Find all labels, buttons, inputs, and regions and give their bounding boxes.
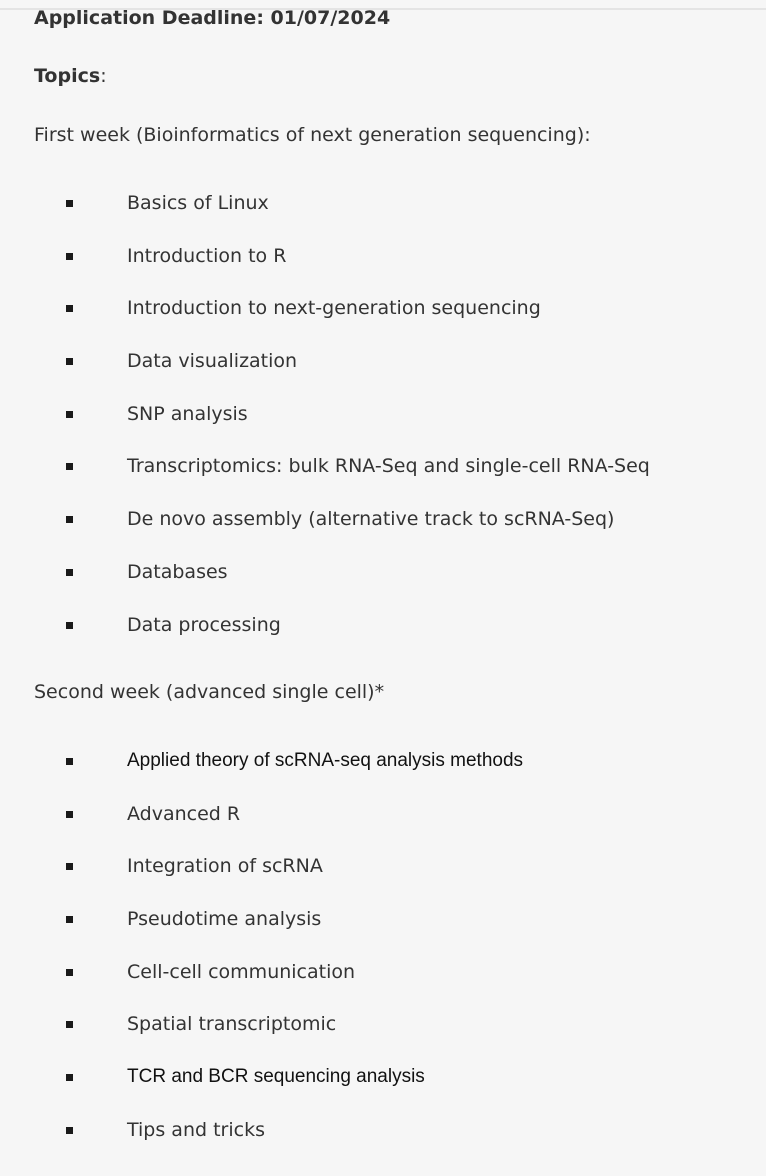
list-item-label: Spatial transcriptomic: [127, 1013, 337, 1036]
list-item: [34, 854, 754, 907]
list-item: [34, 749, 754, 802]
square-bullet-icon: [66, 358, 73, 365]
week-1-title: First week (Bioinformatics of next generation sequencing):: [34, 124, 591, 146]
list-item-label: Data processing: [127, 613, 281, 636]
list-item-label: Integration of scRNA: [127, 855, 323, 878]
list-item: [34, 1012, 754, 1065]
list-item-label: Tips and tricks: [127, 1118, 265, 1141]
list-item: [34, 507, 754, 560]
list-item-label: Cell-cell communication: [127, 960, 356, 983]
list-item-label: De novo assembly (alternative track to scRNA-Seq): [127, 508, 615, 531]
application-deadline: Application Deadline: 01/07/2024: [34, 7, 391, 29]
topics-label: Topics: [34, 65, 101, 87]
list-item: [34, 1065, 754, 1118]
list-item-label: TCR and BCR sequencing analysis: [127, 1066, 425, 1088]
list-item: [34, 191, 754, 244]
square-bullet-icon: [66, 1127, 73, 1134]
week-2-title: Second week (advanced single cell)*: [34, 681, 385, 703]
list-item: [34, 802, 754, 855]
week-2-topic-list: [34, 749, 754, 1171]
square-bullet-icon: [66, 863, 73, 870]
square-bullet-icon: [66, 811, 73, 818]
list-item: [34, 244, 754, 297]
list-item-label: Databases: [127, 560, 228, 583]
list-item-label: Basics of Linux: [127, 192, 269, 214]
topics-heading: [34, 65, 107, 87]
list-item-label: Advanced R: [127, 802, 241, 825]
square-bullet-icon: [66, 305, 73, 312]
list-item: [34, 1118, 754, 1171]
square-bullet-icon: [66, 1021, 73, 1028]
list-item-label: Introduction to next-generation sequencing: [127, 297, 541, 320]
list-item: [34, 907, 754, 960]
list-item-label: Applied theory of scRNA-seq analysis methods: [127, 750, 524, 771]
week-1-topic-list: [34, 191, 754, 665]
list-item-label: Introduction to R: [127, 244, 287, 267]
list-item: [34, 454, 754, 507]
square-bullet-icon: [66, 969, 73, 976]
list-item: [34, 960, 754, 1013]
list-item: [34, 560, 754, 613]
list-item-label: Transcriptomics: bulk RNA-Seq and single-cell RNA-Seq: [127, 455, 650, 478]
square-bullet-icon: [66, 622, 73, 629]
list-item: [34, 349, 754, 402]
list-item: [34, 296, 754, 349]
square-bullet-icon: [66, 253, 73, 260]
square-bullet-icon: [66, 916, 73, 923]
square-bullet-icon: [66, 758, 73, 765]
square-bullet-icon: [66, 569, 73, 576]
square-bullet-icon: [66, 1074, 73, 1081]
list-item-label: SNP analysis: [127, 402, 248, 425]
list-item: [34, 402, 754, 455]
topics-colon: :: [100, 65, 107, 87]
list-item: [34, 613, 754, 666]
square-bullet-icon: [66, 463, 73, 470]
square-bullet-icon: [66, 411, 73, 418]
list-item-label: Data visualization: [127, 350, 298, 373]
list-item-label: Pseudotime analysis: [127, 908, 322, 931]
square-bullet-icon: [66, 516, 73, 523]
square-bullet-icon: [66, 200, 73, 207]
